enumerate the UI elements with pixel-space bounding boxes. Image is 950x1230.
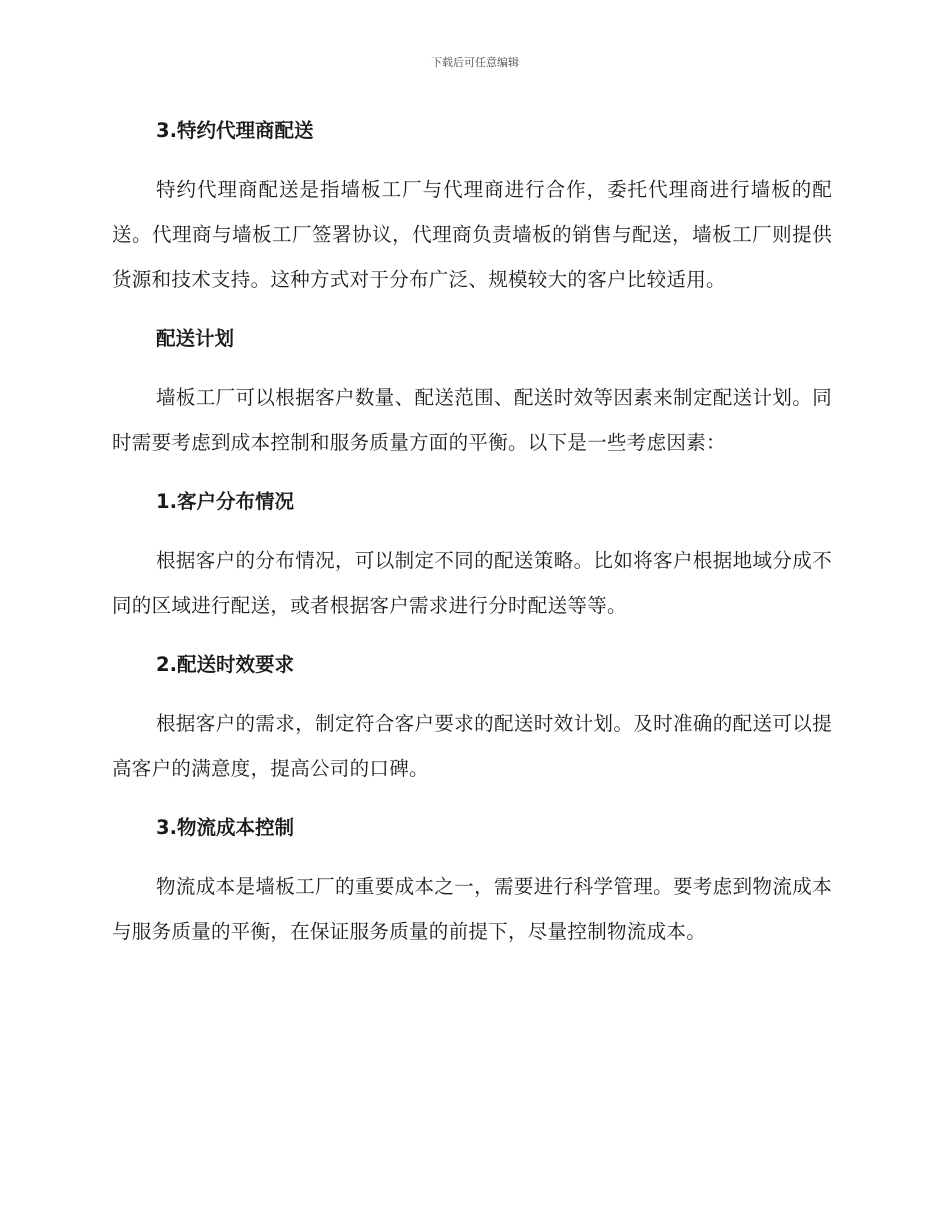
section-heading-delivery-timeliness: 2.配送时效要求 [156, 653, 294, 676]
paragraph-agent-delivery: 特约代理商配送是指墙板工厂与代理商进行合作，委托代理商进行墙板的配送。代理商与墙板工厂签署协议，代理商负责墙板的销售与配送，墙板工厂则提供货源和技术支持。这种方式对于分布广泛、规模较大的客户比较适用。 [112, 178, 832, 291]
section-heading-customer-distribution: 1.客户分布情况 [156, 490, 294, 513]
section-heading-agent-delivery: 3.特约代理商配送 [156, 119, 314, 142]
paragraph-logistics-cost: 物流成本是墙板工厂的重要成本之一，需要进行科学管理。要考虑到物流成本与服务质量的平衡，在保证服务质量的前提下，尽量控制物流成本。 [112, 875, 832, 943]
page-header-note: 下载后可任意编辑 [431, 56, 519, 69]
paragraph-delivery-timeliness: 根据客户的需求，制定符合客户要求的配送时效计划。及时准确的配送可以提高客户的满意度，提高公司的口碑。 [112, 712, 832, 780]
paragraph-customer-distribution: 根据客户的分布情况，可以制定不同的配送策略。比如将客户根据地域分成不同的区域进行配送，或者根据客户需求进行分时配送等等。 [112, 549, 832, 617]
document-body [112, 108, 832, 968]
section-heading-delivery-plan: 配送计划 [156, 327, 235, 350]
paragraph-delivery-plan: 墙板工厂可以根据客户数量、配送范围、配送时效等因素来制定配送计划。同时需要考虑到成本控制和服务质量方面的平衡。以下是一些考虑因素： [112, 386, 832, 454]
section-heading-logistics-cost: 3.物流成本控制 [156, 816, 294, 839]
